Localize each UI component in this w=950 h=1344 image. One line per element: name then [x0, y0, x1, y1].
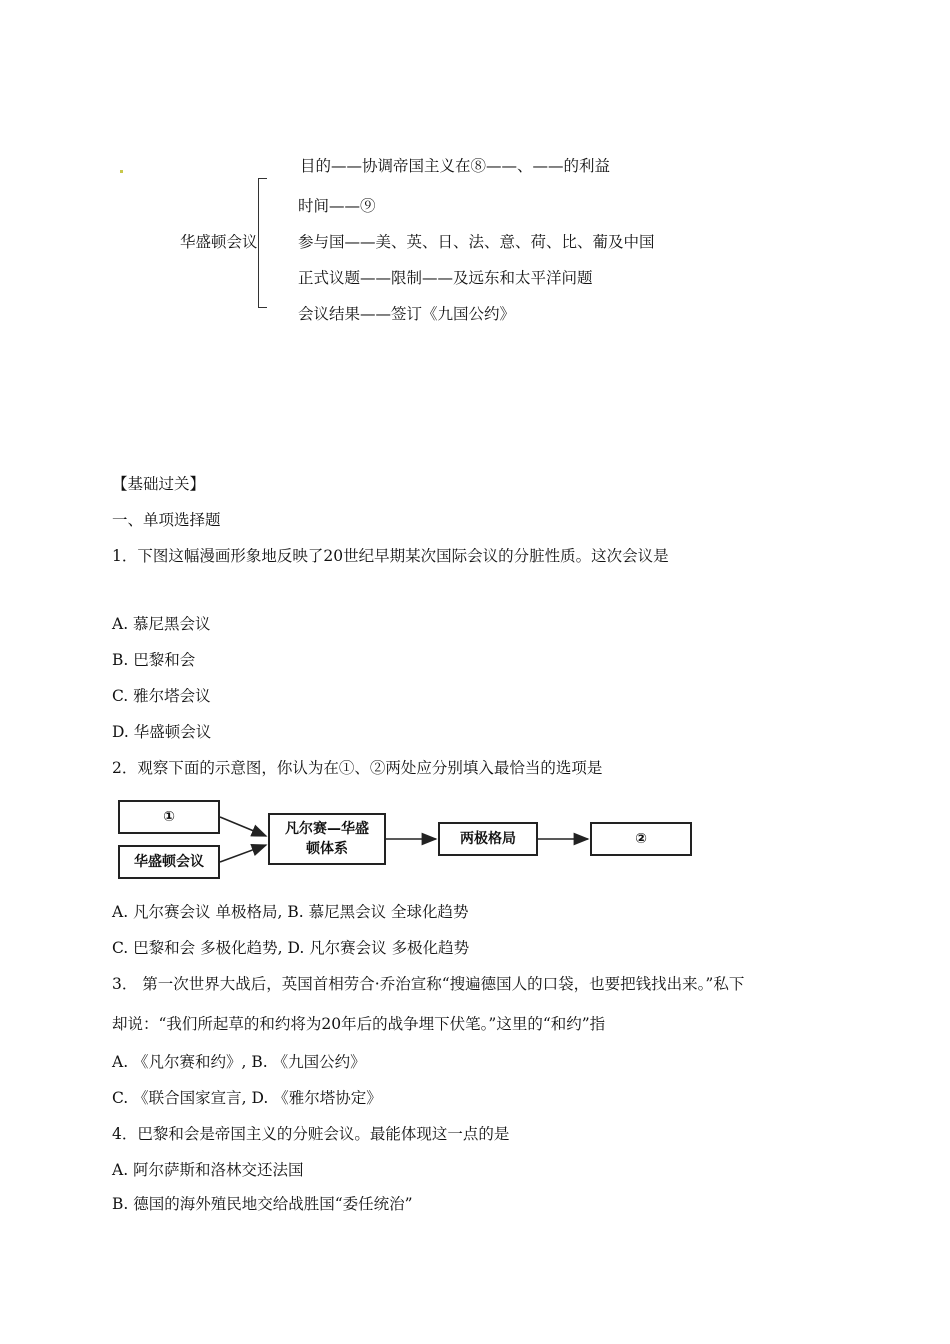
section-title: 【基础过关】	[112, 475, 206, 493]
question-4-option-b: B. 德国的海外殖民地交给战胜国“委任统治”	[112, 1195, 413, 1213]
diagram-box-bipolar: 两极格局	[438, 822, 538, 856]
question-4-option-a: A. 阿尔萨斯和洛林交还法国	[112, 1161, 304, 1179]
summary-item-result: 会议结果——签订《九国公约》	[298, 305, 516, 323]
summary-topic: 华盛顿会议	[180, 233, 258, 251]
summary-item-time: 时间——⑨	[298, 197, 376, 215]
question-1-stem: 1．下图这幅漫画形象地反映了20世纪早期某次国际会议的分脏性质。这次会议是	[112, 547, 669, 565]
question-4-stem: 4．巴黎和会是帝国主义的分赃会议。最能体现这一点的是	[112, 1125, 510, 1143]
diagram-box-versailles-line2: 顿体系	[306, 841, 348, 857]
question-3-stem-line2: 却说：“我们所起草的和约将为20年后的战争埋下伏笔。”这里的“和约”指	[112, 1015, 606, 1033]
question-1-option-c: C. 雅尔塔会议	[112, 687, 211, 705]
question-2-option-cd: C. 巴黎和会 多极化趋势, D. 凡尔赛会议 多极化趋势	[112, 939, 470, 957]
summary-item-participants: 参与国——美、英、日、法、意、荷、比、葡及中国	[298, 233, 655, 251]
summary-item-agenda: 正式议题——限制——及远东和太平洋问题	[298, 269, 593, 287]
question-1-option-b: B. 巴黎和会	[112, 651, 196, 669]
diagram-box-washington: 华盛顿会议	[118, 845, 220, 879]
question-2-option-ab: A. 凡尔赛会议 单极格局, B. 慕尼黑会议 全球化趋势	[112, 903, 469, 921]
question-3-stem-line1: 3． 第一次世界大战后，英国首相劳合·乔治宣称“搜遍德国人的口袋，也要把钱找出来。”私下	[112, 975, 745, 993]
question-1-option-d: D. 华盛顿会议	[112, 723, 212, 741]
diagram-box-blank-2: ②	[590, 822, 692, 856]
question-3-option-ab: A. 《凡尔赛和约》, B. 《九国公约》	[112, 1053, 366, 1071]
question-3-option-cd: C. 《联合国家宣言, D. 《雅尔塔协定》	[112, 1089, 382, 1107]
arrow-washington-to-system	[220, 845, 266, 862]
section-subtitle: 一、单项选择题	[112, 511, 221, 529]
diagram-box-blank-1: ①	[118, 800, 220, 834]
arrow-blank1-to-system	[220, 817, 266, 836]
question-1-option-a: A. 慕尼黑会议	[112, 615, 211, 633]
question-2-stem: 2．观察下面的示意图，你认为在①、②两处应分别填入最恰当的选项是	[112, 759, 603, 777]
diagram-box-versailles-line1: 凡尔赛—华盛	[285, 821, 369, 837]
summary-item-purpose: 目的——协调帝国主义在⑧——、——的利益	[300, 157, 611, 175]
